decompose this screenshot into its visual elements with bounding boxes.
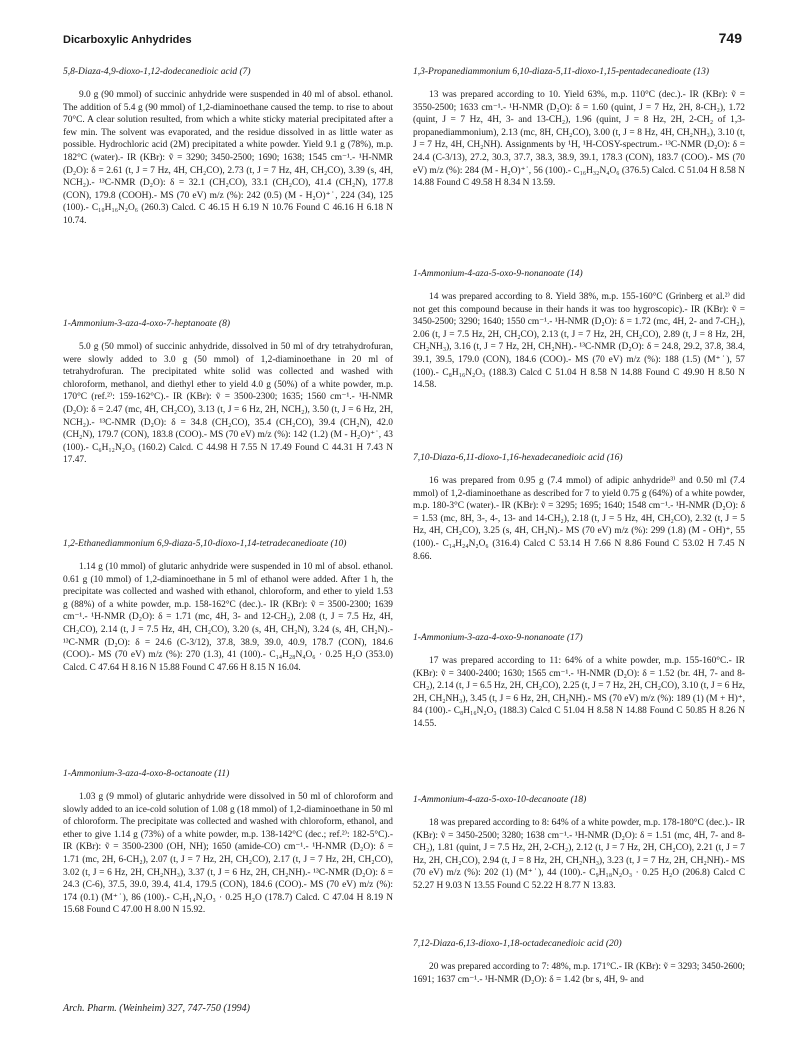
section-title: 1,2-Ethanediammonium 6,9-diaza-5,10-dioxo-1,14-tetradecanedioate (10) <box>63 539 347 549</box>
section-title: 7,10-Diaza-6,11-dioxo-1,16-hexadecanedioic acid (16) <box>413 453 623 463</box>
section-compound-18 <box>413 794 745 893</box>
section-body: 9.0 g (90 mmol) of succinic anhydride were suspended in 40 ml of absol. ethanol. The addition of 5.4 g (90 mmol) of 1,2-diaminoethane caused the temp. to rise to about 70°C. A clear solution resulted, from which a white sticky material precipitated after a few min. The solvent was evaporated, and the residue dissolved in as little water as possible. Hydrochloric acid (2M) precipitated a white powder. Yield 9.1 g (78%), m.p. 182°C (water).- IR (KBr): ṽ = 3290; 3450-2500; 1690; 1638; 1545 cm⁻¹.- ¹H-NMR (D₂O): δ = 2.61 (t, J = 7 Hz, 4H, CH₂CO), 2.73 (t, J = 7 Hz, 4H, CH₂CO), 3.39 (s, 4H, NCH₂).- ¹³C-NMR (D₂O): δ = 32.1 (CH₂CO), 33.1 (CH₂CO), 41.4 (CH₂N), 177.8 (CON), 179.8 (COOH).- MS (70 eV) m/z (%): 242 (0.5) (M - H₂O)⁺˙, 224 (34), 125 (100).- C₁₀H₁₆N₂O₆ (260.3) Calcd. C 46.15 H 6.19 N 10.76 Found C 46.16 H 6.18 N 10.74. <box>63 90 393 226</box>
section-body: 1.14 g (10 mmol) of glutaric anhydride were suspended in 10 ml of absol. ethanol. 0.61 g (10 mmol) of 1,2-diaminoethane in 5 ml of ethanol were added. After 1 h, the precipitate was collected and washed with ethanol, chloroform, and ether to yield 1.53 g (88%) of a white powder, m.p. 158-162°C (dec.).- IR (KBr): ṽ = 3500-2300; 1639 cm⁻¹.- ¹H-NMR (D₂O): δ = 1.71 (mc, 4H, 3- and 12-CH₂), 2.08 (t, J = 7.5 Hz, 4H, CH₂CO), 2.14 (t, J = 7.5 Hz, 4H, CH₂CO), 3.20 (s, 4H, CH₂N), 3.24 (s, 4H, CH₂N).- ¹³C-NMR (D₂O): δ = 24.6 (C-3/12), 37.8, 38.9, 39.0, 40.9, 178.7 (CON), 184.6 (COO).- MS (70 eV) m/z (%): 270 (1.3), 41 (100).- C₁₄H₂₈N₄O₆ · 0.25 H₂O (353.0) Calcd. C 47.64 H 8.16 N 15.88 Found C 47.66 H 8.15 N 16.04. <box>63 562 393 673</box>
section-compound-11 <box>63 768 393 917</box>
section-compound-20 <box>413 938 745 986</box>
section-title: 1-Ammonium-3-aza-4-oxo-7-heptanoate (8) <box>63 319 230 329</box>
page-number: 749 <box>718 30 742 46</box>
section-compound-14 <box>413 268 745 392</box>
section-compound-13 <box>413 66 745 190</box>
section-compound-10 <box>63 538 393 674</box>
section-title: 1-Ammonium-4-aza-5-oxo-10-decanoate (18) <box>413 795 587 805</box>
section-body: 16 was prepared from 0.95 g (7.4 mmol) of adipic anhydride³⁾ and 0.50 ml (7.4 mmol) of 1,2-diaminoethane as described for 7 to yield 0.75 g (64%) of a white powder, m.p. 180-3°C (water).- IR (KBr): ṽ = 3295; 1695; 1640; 1548 cm⁻¹.- ¹H-NMR (D₂O): δ = 1.53 (mc, 8H, 3-, 4-, 13- and 14-CH₂), 2.18 (t, J = 5 Hz, 4H, CH₂CO), 2.32 (t, J = 5 Hz, 4H, CH₂CO), 3.25 (s, 4H, CH₂N).- MS (70 eV) m/z (%): 299 (1.8) (M - OH)⁺, 55 (100).- C₁₄H₂₄N₂O₆ (316.4) Calcd C 53.14 H 7.66 N 8.86 Found C 53.02 H 7.45 N 8.66. <box>413 476 745 562</box>
section-title: 7,12-Diaza-6,13-dioxo-1,18-octadecanedioic acid (20) <box>413 939 622 949</box>
running-header: Dicarboxylic Anhydrides <box>63 34 192 46</box>
section-title: 1-Ammonium-3-aza-4-oxo-8-octanoate (11) <box>63 769 230 779</box>
section-body: 14 was prepared according to 8. Yield 38%, m.p. 155-160°C (Grinberg et al.²⁾ did not get this compound because in their hands it was too hygroscopic).- IR (KBr): ṽ = 3450-2500; 3290; 1640; 1550 cm⁻¹.- ¹H-NMR (D₂O): δ = 1.72 (mc, 4H, 2- and 7-CH₂), 2.06 (t, J = 7.5 Hz, 2H, CH₂CO), 2.13 (t, J = 7 Hz, 2H, CH₂CO), 2.89 (t, J = 8 Hz, 2H, CH₂NH₃), 3.16 (t, J = 7 Hz, 2H, CH₂NH).- ¹³C-NMR (D₂O): δ = 24.8, 29.2, 37.8, 38.4, 39.1, 39.5, 179.0 (CON), 184.6 (COO).- MS (70 eV) m/z (%): 188 (1.5) (M⁺˙), 57 (100).- C₈H₁₆N₂O₃ (188.3) Calcd C 51.04 H 8.58 N 14.88 Found C 49.90 H 8.50 N 14.58. <box>413 292 745 391</box>
section-title: 5,8-Diaza-4,9-dioxo-1,12-dodecanedioic acid (7) <box>63 67 251 77</box>
section-compound-7 <box>63 66 393 228</box>
section-title: 1,3-Propanediammonium 6,10-diaza-5,11-dioxo-1,15-pentadecanedioate (13) <box>413 67 710 77</box>
section-body: 1.03 g (9 mmol) of glutaric anhydride were dissolved in 50 ml of chloroform and slowly added to an ice-cold solution of 1.08 g (18 mmol) of 1,2-diaminoethane in 50 ml of chloroform. The precipitate was collected and washed with chloroform, ethanol, and ether to give 1.14 g (73%) of a white powder, m.p. 138-142°C (dec.; ref.²⁾: 182-5°C).- IR (KBr): ṽ = 3500-2300 (OH, NH); 1650 (amide-CO) cm⁻¹.- ¹H-NMR (D₂O): δ = 1.71 (mc, 2H, 6-CH₂), 2.07 (t, J = 7 Hz, 2H, CH₂CO), 2.17 (t, J = 7 Hz, 2H, CH₂CO), 3.02 (t, J = 6 Hz, 2H, CH₂NH₃), 3.37 (t, J = 6 Hz, 2H, CH₂NH).- ¹³C-NMR (D₂O): δ = 24.3 (C-6), 37.5, 39.0, 39.4, 41.4, 179.5 (CON), 184.6 (COO).- MS (70 eV) m/z (%): 174 (0.1) (M⁺˙), 86 (100).- C₇H₁₄N₂O₃ · 0.25 H₂O (178.7) Calcd. C 47.04 H 8.19 N 15.68 Found C 47.00 H 8.00 N 15.92. <box>63 792 393 916</box>
journal-citation-footer: Arch. Pharm. (Weinheim) 327, 747-750 (1994) <box>63 1003 251 1014</box>
section-body: 5.0 g (50 mmol) of succinic anhydride, dissolved in 50 ml of dry tetrahydrofuran, were slowly added to 3.0 g (50 mmol) of 1,2-diaminoethane in 20 ml of tetrahydrofuran. The precipitated white solid was collected and washed with chloroform, methanol, and diethyl ether to yield 4.0 g (50%) of a white powder, m.p. 170°C (ref.²⁾: 159-162°C).- IR (KBr): ṽ = 3500-2300; 1635; 1560 cm⁻¹.- ¹H-NMR (D₂O): δ = 2.47 (mc, 4H, CH₂CO), 3.13 (t, J = 6 Hz, 2H, NCH₂), 3.50 (t, J = 6 Hz, 2H, NCH₂).- ¹³C-NMR (D₂O): δ = 34.8 (CH₂CO), 35.4 (CH₂CO), 39.4 (CH₂N), 42.0 (CH₂N), 179.7 (CON), 183.8 (COO).- MS (70 eV) m/z (%): 142 (1.2) (M - H₂O)⁺˙, 43 (100).- C₆H₁₂N₂O₃ (160.2) Calcd. C 44.98 H 7.55 N 17.49 Found C 44.31 H 7.43 N 17.47. <box>63 342 393 466</box>
section-title: 1-Ammonium-3-aza-4-oxo-9-nonanoate (17) <box>413 633 583 643</box>
section-body: 18 was prepared according to 8: 64% of a white powder, m.p. 178-180°C (dec.).- IR (KBr): ṽ = 3450-2500; 3280; 1638 cm⁻¹.- ¹H-NMR (D₂O): δ = 1.51 (mc, 4H, 7- and 8-CH₂), 1.81 (quint, J = 7.5 Hz, 2H, 2-CH₂), 2.12 (t, J = 7 Hz, 2H, CH₂CO), 2.21 (t, J = 7 Hz, 2H, CH₂CO), 2.94 (t, J = 8 Hz, 2H, CH₂NH₃), 3.23 (t, J = 7 Hz, 2H, CH₂NH).- MS (70 eV) m/z (%): 202 (1) (M⁺˙), 44 (100).- C₉H₁₈N₂O₃ · 0.25 H₂O (206.8) Calcd C 52.27 H 9.03 N 13.55 Found C 52.22 H 8.77 N 13.83. <box>413 818 745 891</box>
section-body: 20 was prepared according to 7: 48%, m.p. 171°C.- IR (KBr): ṽ = 3293; 3450-2600; 1691; 1637 cm⁻¹.- ¹H-NMR (D₂O): δ = 1.42 (br s, 4H, 9- and <box>413 962 745 985</box>
section-compound-8 <box>63 318 393 467</box>
section-body: 13 was prepared according to 10. Yield 63%, m.p. 110°C (dec.).- IR (KBr): ṽ = 3550-2500; 1633 cm⁻¹.- ¹H-NMR (D₂O): δ = 1.60 (quint, J = 7 Hz, 2H, 8-CH₂), 1.72 (quint, J = 7 Hz, 4H, 3- and 13-CH₂), 1.96 (quint, J = 8 Hz, 2H, 2-CH₂ of 1,3-propanediammonium), 2.13 (mc, 8H, CH₂CO), 3.00 (t, J = 8 Hz, 4H, CH₂NH₃), 3.10 (t, J = 7 Hz, 4H, CH₂NH). Assignments by ¹H, ¹H-COSY-spectrum.- ¹³C-NMR (D₂O): δ = 24.4 (C-3/13), 27.2, 30.3, 37.7, 38.3, 38.9, 39.1, 178.3 (CON), 183.7 (COO).- MS (70 eV) m/z (%): 284 (M - H₂O)⁺˙, 56 (100).- C₁₆H₃₂N₄O₆ (376.5) Calcd. C 51.04 H 8.58 N 14.88 Found C 49.58 H 8.34 N 13.59. <box>413 90 745 189</box>
section-compound-17 <box>413 632 745 731</box>
section-title: 1-Ammonium-4-aza-5-oxo-9-nonanoate (14) <box>413 269 583 279</box>
section-compound-16 <box>413 452 745 563</box>
section-body: 17 was prepared according to 11: 64% of a white powder, m.p. 155-160°C.- IR (KBr): ṽ = 3400-2400; 1630; 1565 cm⁻¹.- ¹H-NMR (D₂O): δ = 1.52 (br. 4H, 7- and 8-CH₂), 2.14 (t, J = 6.5 Hz, 2H, CH₂CO), 2.25 (t, J = 7 Hz, 2H, CH₂CO), 3.10 (t, J = 6 Hz, 2H, CH₂NH₃), 3.45 (t, J = 6 Hz, 2H, CH₂NH).- MS (70 eV) m/z (%): 189 (1) (M + H)⁺, 84 (100).- C₈H₁₆N₂O₃ (188.3) Calcd C 51.04 H 8.58 N 14.88 Found C 50.85 H 8.26 N 14.55. <box>413 656 745 729</box>
